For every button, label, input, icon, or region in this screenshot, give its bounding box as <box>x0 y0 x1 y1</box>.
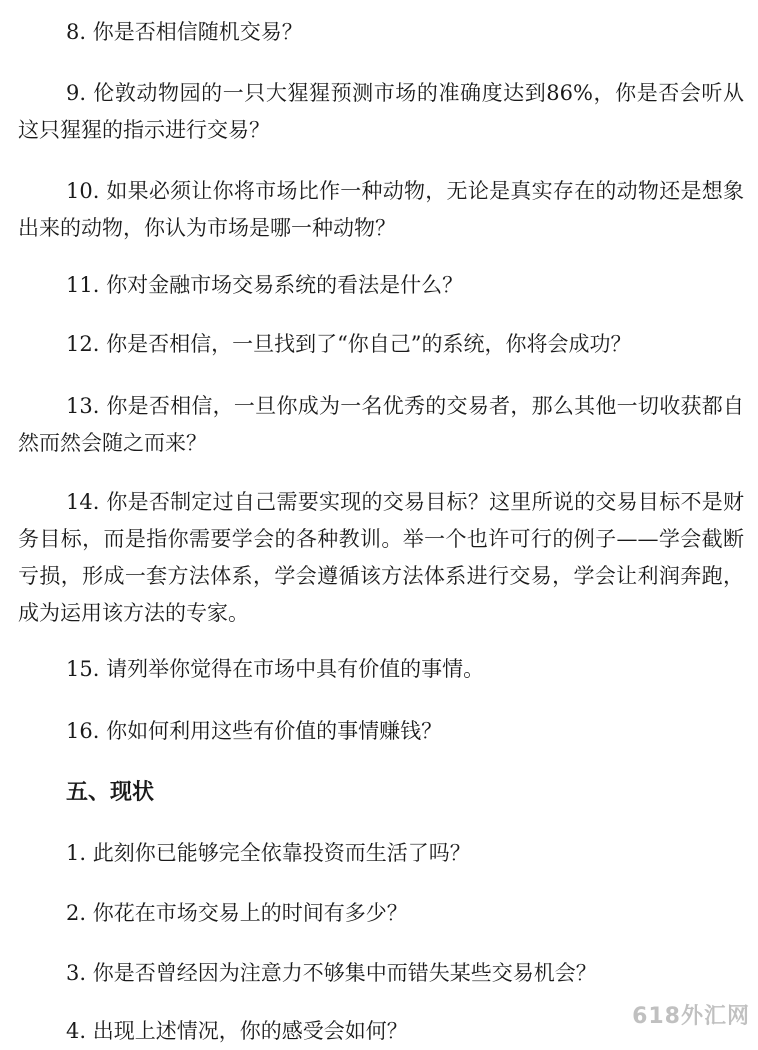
status-question-2: 2. 你花在市场交易上的时间有多少？ <box>66 901 408 925</box>
section-heading: 五、现状 <box>66 779 155 805</box>
site-watermark: 618外汇网 <box>632 1004 750 1029</box>
status-question-4: 4. 出现上述情况，你的感受会如何？ <box>66 1019 408 1043</box>
question-16: 16. 你如何利用这些有价值的事情赚钱？ <box>66 719 443 743</box>
question-12: 12. 你是否相信，一旦找到了“你自己”的系统，你将会成功？ <box>66 332 632 356</box>
question-10: 10. 如果必须让你将市场比作一种动物，无论是真实存在的动物还是想象出来的动物，你认为市场是哪一种动物？ <box>18 179 744 240</box>
question-14: 14. 你是否制定过自己需要实现的交易目标？这里所说的交易目标不是财务目标，而是指你需要学会的各种教训。举一个也许可行的例子——学会截断亏损，形成一套方法体系，学会遵循该方法体系进行交易，学会让利润奔跑，成为运用该方法的专家。 <box>18 490 744 625</box>
question-8: 8. 你是否相信随机交易？ <box>66 20 303 44</box>
question-13: 13. 你是否相信，一旦你成为一名优秀的交易者，那么其他一切收获都自然而然会随之而来？ <box>18 394 744 455</box>
status-question-3: 3. 你是否曾经因为注意力不够集中而错失某些交易机会？ <box>66 961 597 985</box>
question-11: 11. 你对金融市场交易系统的看法是什么？ <box>66 273 464 297</box>
status-question-1: 1. 此刻你已能够完全依靠投资而生活了吗？ <box>66 841 471 865</box>
question-9: 9. 伦敦动物园的一只大猩猩预测市场的准确度达到86%，你是否会听从这只猩猩的指示进行交易？ <box>18 81 744 142</box>
question-15: 15. 请列举你觉得在市场中具有价值的事情。 <box>66 657 485 681</box>
